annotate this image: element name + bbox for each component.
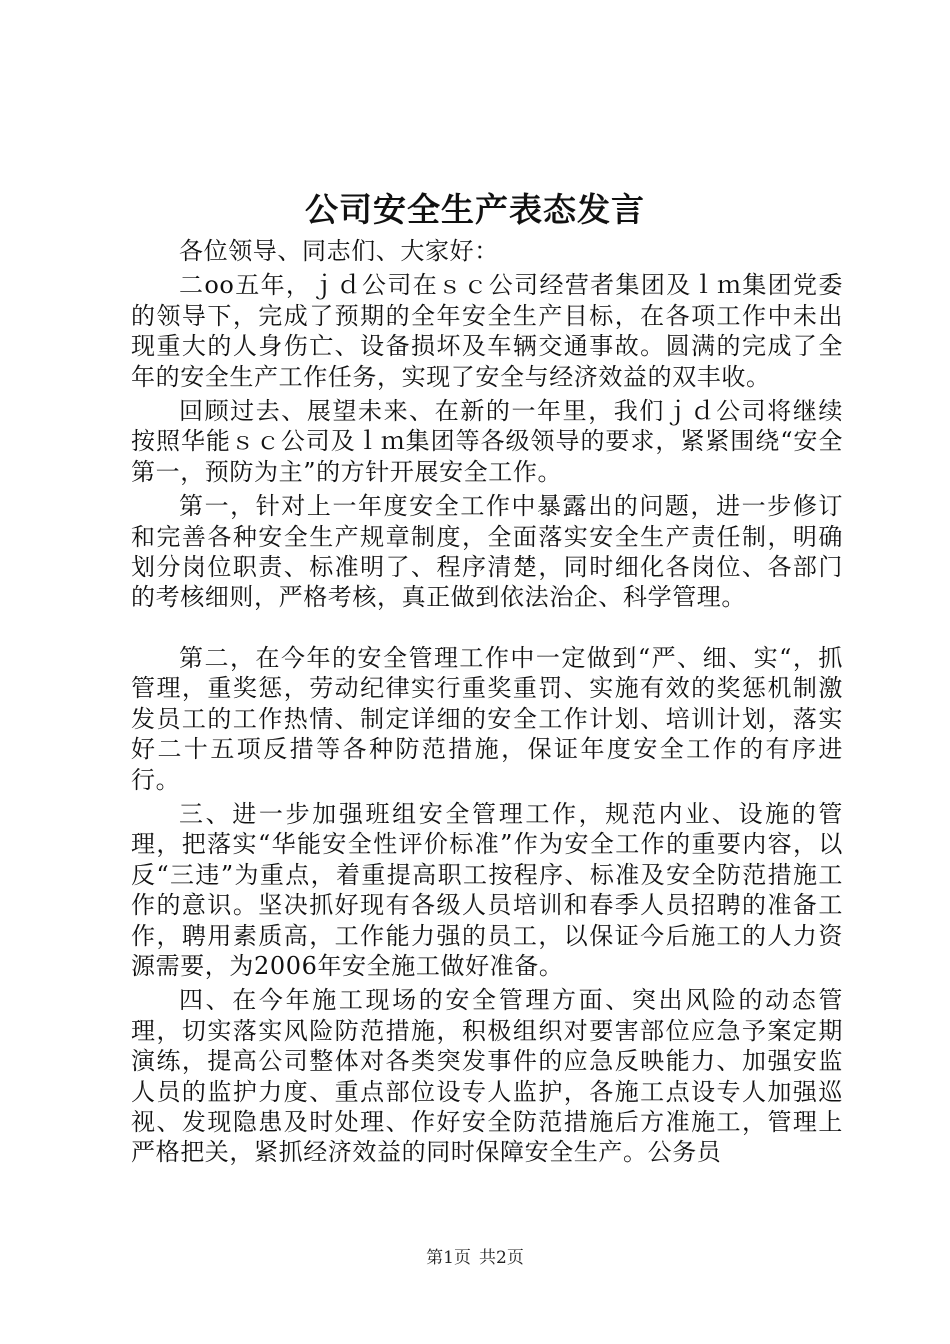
paragraph-5: 三、进一步加强班组安全管理工作，规范内业、设施的管理，把落实“华能安全性评价标准”作为安全工作的重要内容，以反“三违”为重点，着重提高职工按程序、标准及安全防范措施工作的意识。坚决抓好现有各级人员培训和春季人员招聘的准备工作，聘用素质高，工作能力强的员工，以保证今后施工的人力资源需要，为2006年安全施工做好准备。 xyxy=(131,799,843,980)
paragraph-4: 第二，在今年的安全管理工作中一定做到“严、细、实“，抓管理，重奖惩，劳动纪律实行重奖重罚、实施有效的奖惩机制激发员工的工作热情、制定详细的安全工作计划、培训计划，落实好二十五项反措等各种防范措施，保证年度安全工作的有序进行。 xyxy=(131,643,843,794)
paragraph-1: 二oo五年，ｊｄ公司在ｓｃ公司经营者集团及ｌｍ集团党委的领导下，完成了预期的全年安全生产目标，在各项工作中未出现重大的人身伤亡、设备损坏及车辆交通事故。圆满的完成了全年的安全生产工作任务，实现了安全与经济效益的双丰收。 xyxy=(131,271,843,391)
page-footer xyxy=(0,1243,950,1268)
paragraph-3: 第一，针对上一年度安全工作中暴露出的问题，进一步修订和完善各种安全生产规章制度，全面落实安全生产责任制，明确划分岗位职责、标准明了、程序清楚，同时细化各岗位、各部门的考核细则，严格考核，真正做到依法治企、科学管理。 xyxy=(131,492,843,612)
document-body xyxy=(131,236,843,1168)
page-number: 第1页 xyxy=(426,1248,471,1268)
greeting-paragraph: 各位领导、同志们、大家好： xyxy=(179,237,499,265)
document-title: 公司安全生产表态发言 xyxy=(305,190,645,229)
page-total: 共2页 xyxy=(479,1248,524,1268)
paragraph-6: 四、在今年施工现场的安全管理方面、突出风险的动态管理，切实落实风险防范措施，积极组织对要害部位应急予案定期演练，提高公司整体对各类突发事件的应急反映能力、加强安监人员的监护力度、重点部位设专人监护，各施工点设专人加强巡视、发现隐患及时处理、作好安全防范措施后方准施工，管理上严格把关，紧抓经济效益的同时保障安全生产。公务员 xyxy=(131,986,843,1167)
paragraph-2: 回顾过去、展望未来、在新的一年里，我们ｊｄ公司将继续按照华能ｓｃ公司及ｌｍ集团等各级领导的要求，紧紧围绕“安全第一，预防为主”的方针开展安全工作。 xyxy=(131,397,843,486)
